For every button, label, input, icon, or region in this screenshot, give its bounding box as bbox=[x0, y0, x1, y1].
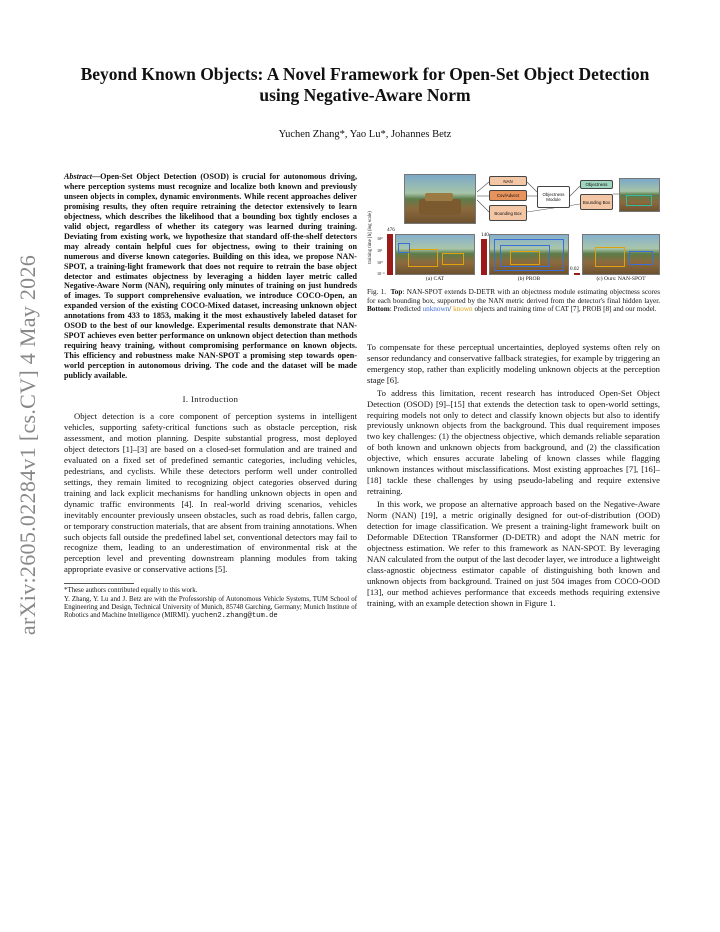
abstract bbox=[64, 172, 357, 381]
footnote-equal-contribution: *These authors contributed equally to this work. bbox=[64, 587, 198, 595]
caption-prefix: Fig. 1. bbox=[367, 288, 387, 296]
detection-image-ours bbox=[582, 234, 660, 275]
caption-unknown-word: unknown bbox=[422, 305, 450, 314]
tick-label: 10² bbox=[377, 236, 383, 241]
author-email: yuchen2.zhang@tum.de bbox=[191, 611, 278, 620]
objectness-module-box: Objectness Module bbox=[537, 186, 570, 208]
intro-paragraph-4: In this work, we propose an alternative approach based on the Negative-Aware Norm (NAN) [19], a metric originally designed for out-of-distribution (OOD) detection for image classification. We present a training-light framework built on Deformable DEtection TRansformer (D-DETR) and adopt the NAN metric for objectness estimation. We refer to this framework as NAN-SPOT. By leveraging NAN calculated from the output of the last decoder layer, we introduce a lightweight class-agnostic objectness estimator capable of distinguishing both known and unknown objects from background. Trained on just 504 images from COCO-OOD [13], our method achieves performance that exceeds methods requiring extensive training, with an example detection shown in Figure 1. bbox=[367, 499, 660, 608]
nan-box: NAN bbox=[489, 176, 527, 186]
objectness-box: Objectness bbox=[580, 180, 613, 189]
training-time-prob: 140 bbox=[481, 232, 489, 238]
affiliation-text: Y. Zhang, Y. Lu and J. Betz are with the Professorship of Autonomous Vehicle Systems, TUM School of Engineering and Design, Technical University of Munich, 85748 Garching, Germany; Munich Institute of Robotics and Machine Intelligence (MIRMI). bbox=[64, 595, 357, 619]
section-heading-introduction: I. Introduction bbox=[182, 394, 239, 405]
caption-tail: objects and training time of CAT [7], PROB [8] and our model. bbox=[474, 305, 657, 314]
caption-bottom-text: : Predicted bbox=[389, 305, 421, 314]
caption-bottom-label: Bottom bbox=[367, 305, 390, 314]
arxiv-stamp bbox=[6, 210, 50, 680]
intro-paragraph-3: To address this limitation, recent research has introduced Open-Set Object Detection (OSOD) [9]–[15] that extends the detection task to open-world settings, requiring models not only to detect and classify known objects but also to identify previously unknown objects from the background. This dual requirement imposes two key challenges: (1) the objectness objective, which demands reliable separation of both known and unknown objects from background, and (2) the classification objective, which ensures accurate labeling of known classes while flagging unknown instances without misclassifications. Most existing approaches [7], [16]–[18] tackle these challenges by using pseudo-labeling and require extensive retraining. bbox=[367, 387, 660, 497]
caption-top-text: : NAN-SPOT extends D-DETR with an objectness module estimating objectness scores for each bounding box, supported by the NAN metric derived from the detector's final hidden layer. bbox=[367, 288, 660, 305]
paper-authors: Yuchen Zhang*, Yao Lu*, Johannes Betz bbox=[278, 129, 452, 140]
tick-label: 10¹ bbox=[377, 248, 383, 253]
training-time-cat: 476 bbox=[387, 227, 395, 233]
y-axis-label: training time [h] (log scale) bbox=[367, 210, 373, 264]
left-column bbox=[64, 172, 357, 620]
training-time-axis bbox=[366, 202, 374, 272]
cov-box: Cov/Advect bbox=[489, 190, 527, 201]
paper-title: Beyond Known Objects: A Novel Framework for Open-Set Object Detection using Negative-Aware Norm bbox=[80, 64, 650, 105]
output-image bbox=[619, 178, 660, 212]
panel-label-ours: (c) Ours: NAN-SPOT bbox=[596, 276, 646, 282]
arxiv-identifier: arXiv:2605.02284v1 [cs.CV] 4 May 2026 bbox=[15, 254, 41, 636]
right-body bbox=[367, 342, 660, 609]
abstract-label: Abstract bbox=[64, 172, 92, 181]
training-time-bar-prob bbox=[481, 239, 487, 275]
training-time-bar-ours bbox=[574, 273, 580, 275]
intro-paragraph-1: Object detection is a core component of perception systems in intelligent vehicles, supporting safety-critical functions such as obstacle perception, risk assessment, and motion planning. Despite substantial progress, most deployed object detectors [1]–[3] are based on a closed-set formulation and are trained and evaluated on a fixed set of predefined semantic categories, including vehicles, pedestrians, and cyclists. While these detectors perform well under controlled settings, they remain limited to recognizing object categories observed during training and lack explicit mechanisms for handling unknown objects in open and dynamic traffic environments [4]. In real-world driving scenarios, vehicles inevitably encounter previously unseen obstacles, such as road debris, fallen cargo, or temporary construction materials, that are absent from training annotations. When such objects fall outside the predefined label set, conventional detectors may fail to recognize them, leading to an underestimation of environmental risk at the perception level and preventing downstream planning modules from taking appropriate evasive or conservative actions [5]. bbox=[64, 411, 357, 575]
caption-top-label: Top bbox=[390, 288, 403, 296]
training-time-ours: 0.02 bbox=[570, 266, 580, 272]
tick-label: 10⁰ bbox=[377, 260, 383, 265]
footnote-affiliation bbox=[64, 596, 357, 621]
right-column bbox=[367, 172, 660, 609]
detection-image-prob bbox=[489, 234, 569, 275]
bbox-box-in: Bounding Box bbox=[489, 205, 527, 221]
training-time-bar-cat bbox=[387, 234, 393, 275]
abstract-text: —Open-Set Object Detection (OSOD) is crucial for autonomous driving, where perception systems must recognize and localize both known and previously unseen objects in complex, dynamic environments. While recent approaches deliver promising results, they often require retraining the detector extensively to learn objectness, which describes the likelihood that a bounding box tightly encloses a valid object, regardless of whether its category was learned during training. Deviating from existing work, we hypothesize that standard off-the-shelf detectors may already contain helpful cues for objectness, owing to their training on numerous and diverse known categories. Building on this idea, we propose NAN-SPOT, a training-light framework that does not require to retrain the base object detector and estimates objectness by leveraging a hidden layer metric called Negative-Aware Norm (NAN), requiring only minutes of training on just hundreds of images. To support comprehensive evaluation, we introduce COCO-Open, an expanded version of the existing COCO-Mixed dataset, increasing unknown object annotations from 433 to 1853, making it the most exhaustively labeled dataset for OSOD to the best of our knowledge. Experimental results demonstrate that NAN-SPOT achieves even better performance on unknown object detection than methods requiring heavy training, without compromising performance on known objects. This efficiency and robustness make NAN-SPOT a promising step towards open-world perception in autonomous driving. The code and the dataset will be made publicly available. bbox=[64, 172, 357, 381]
footnote-rule bbox=[64, 583, 134, 584]
intro-paragraph-2: To compensate for these perceptual uncertainties, deployed systems often rely on sensor redundancy and conservative fallback strategies, for example by triggering an emergency stop, rather than explicitly modeling unknown objects at the perception stage [6]. bbox=[367, 341, 660, 385]
caption-slash: / bbox=[449, 305, 452, 314]
panel-label-cat: (a) CAT bbox=[425, 276, 445, 282]
panel-label-prob: (b) PROB bbox=[517, 276, 541, 282]
figure-1-caption bbox=[367, 288, 660, 314]
tick-label: 10⁻¹ bbox=[377, 271, 385, 276]
detection-image-cat bbox=[395, 234, 475, 275]
caption-known-word: known bbox=[453, 305, 473, 314]
figure-1 bbox=[367, 172, 660, 282]
bbox-box-out: Bounding Box bbox=[580, 194, 613, 210]
